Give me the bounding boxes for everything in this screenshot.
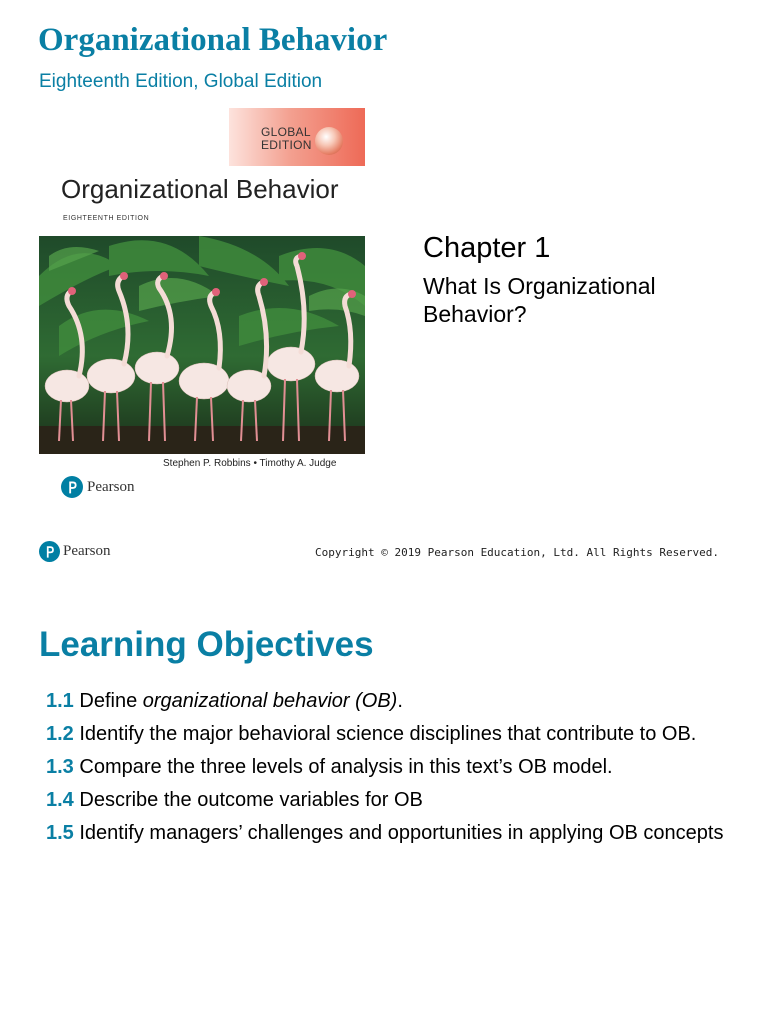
- objective-item: [46, 819, 736, 847]
- objective-item: [46, 720, 736, 748]
- book-cover: [39, 108, 365, 524]
- cover-publisher-text: Pearson: [87, 478, 135, 495]
- objective-number: 1.5: [46, 822, 74, 844]
- deck-subtitle: Eighteenth Edition, Global Edition: [39, 71, 323, 92]
- learning-objectives-title: Learning Objectives: [39, 625, 374, 664]
- objective-text-end: .: [397, 690, 403, 712]
- globe-icon: [315, 127, 343, 155]
- objective-text: Define: [79, 690, 143, 712]
- objective-number: 1.4: [46, 789, 74, 811]
- global-edition-badge: [261, 126, 312, 152]
- cover-title: Organizational Behavior: [61, 174, 339, 204]
- pearson-logo-icon: [61, 476, 83, 498]
- objectives-list: [46, 687, 736, 852]
- chapter-label: Chapter 1: [423, 232, 551, 264]
- pearson-logo-icon: [39, 541, 60, 562]
- objective-number: 1.3: [46, 756, 74, 778]
- objective-number: 1.2: [46, 723, 74, 745]
- cover-publisher: [61, 476, 135, 498]
- flamingos-image: [39, 236, 365, 454]
- chapter-title: What Is Organizational Behavior?: [423, 273, 656, 327]
- cover-authors: Stephen P. Robbins • Timothy A. Judge: [163, 458, 337, 469]
- badge-line-1: GLOBAL: [261, 125, 311, 139]
- footer-logo-text: Pearson: [63, 543, 111, 559]
- objective-emphasis: organizational behavior (OB): [142, 690, 398, 712]
- badge-line-2: EDITION: [261, 138, 312, 152]
- cover-edition: EIGHTEENTH EDITION: [63, 215, 150, 222]
- deck-title: Organizational Behavior: [38, 22, 388, 58]
- footer-pearson-logo: [39, 541, 111, 562]
- objective-text: Identify managers’ challenges and opportunities in applying OB concepts: [79, 822, 724, 844]
- objective-item: [46, 687, 736, 715]
- copyright-notice: Copyright © 2019 Pearson Education, Ltd. All Rights Reserved.: [315, 546, 719, 559]
- objective-text: Compare the three levels of analysis in this text’s OB model.: [79, 756, 613, 778]
- objective-item: [46, 753, 736, 781]
- objective-item: [46, 786, 736, 814]
- objective-text: Identify the major behavioral science disciplines that contribute to OB.: [79, 723, 697, 745]
- objective-number: 1.1: [46, 690, 74, 712]
- objective-text: Describe the outcome variables for OB: [79, 789, 423, 811]
